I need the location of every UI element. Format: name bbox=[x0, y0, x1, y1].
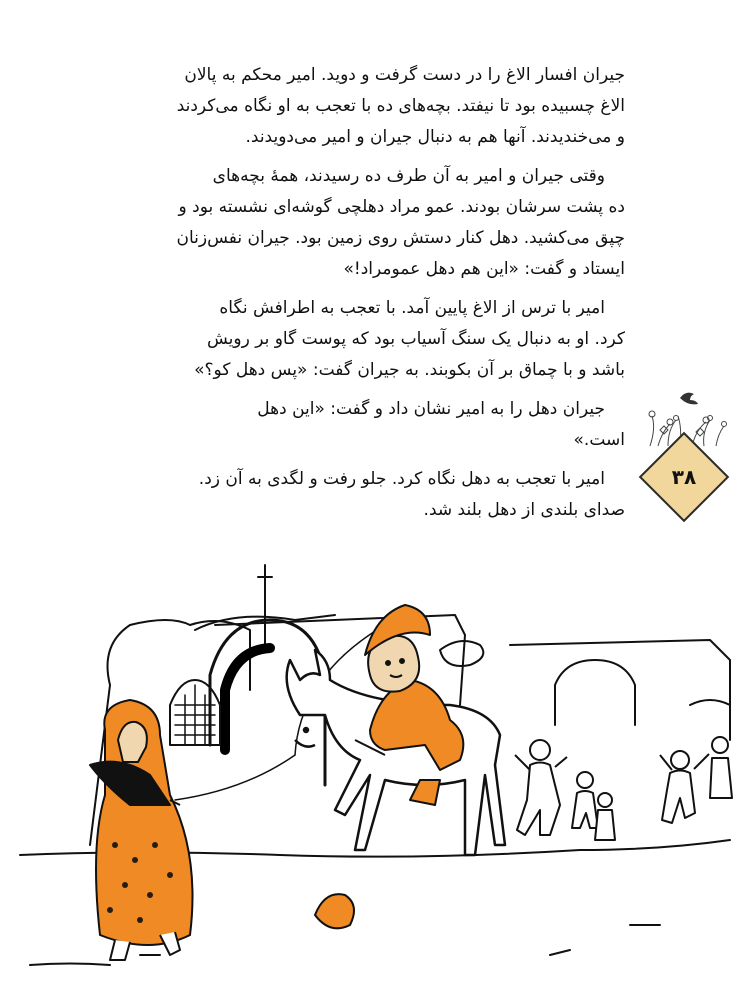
village-illustration bbox=[10, 555, 747, 1000]
story-text bbox=[95, 60, 625, 534]
text-line: صدای بلندی از دهل بلند شد. bbox=[423, 500, 625, 520]
text-line: ده پشت سرشان بودند. عمو مراد دهلچی گوشه‌ای نشسته بود و bbox=[178, 197, 625, 217]
text-line: ایستاد و گفت: «این هم دهل عمومراد!» bbox=[343, 259, 625, 279]
text-line: و می‌خندیدند. آنها هم به دنبال جیران و امیر می‌دویدند. bbox=[245, 127, 625, 147]
text-line: چپق می‌کشید. دهل کنار دستش روی زمین بود. جیران نفس‌زنان bbox=[176, 228, 625, 248]
text-line: جیران دهل را به امیر نشان داد و گفت: «این دهل bbox=[257, 399, 605, 419]
text-line: امیر با ترس از الاغ پایین آمد. با تعجب به اطرافش نگاه bbox=[219, 298, 605, 318]
paragraph-1 bbox=[95, 60, 625, 153]
paragraph-3 bbox=[95, 293, 625, 386]
paragraph-5 bbox=[95, 464, 625, 526]
text-line: وقتی جیران و امیر به آن طرف ده رسیدند، همهٔ بچه‌های bbox=[212, 166, 605, 186]
paragraph-2 bbox=[95, 161, 625, 285]
text-line: الاغ چسبیده بود تا نیفتد. بچه‌های ده با تعجب به او نگاه می‌کردند bbox=[176, 96, 625, 116]
text-line: باشد و با چماق بر آن بکوبند. به جیران گفت: «پس دهل کو؟» bbox=[194, 360, 625, 380]
paragraph-4 bbox=[95, 394, 625, 456]
text-line: کرد. او به دنبال یک سنگ آسیاب بود که پوست گاو بر رویش bbox=[206, 329, 625, 349]
text-line: است.» bbox=[573, 430, 625, 450]
text-line: امیر با تعجب به دهل نگاه کرد. جلو رفت و لگدی به آن زد. bbox=[198, 469, 605, 489]
page-number: ۳۸ bbox=[671, 465, 697, 489]
text-line: جیران افسار الاغ را در دست گرفت و دوید. امیر محکم به پالان bbox=[184, 65, 625, 85]
